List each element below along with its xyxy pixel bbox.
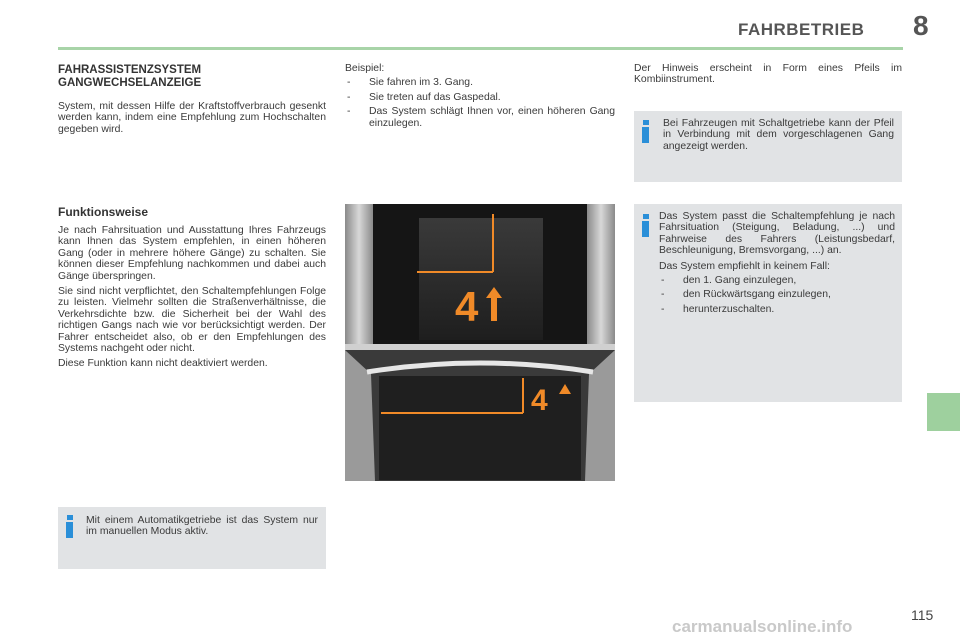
- example-steps: [345, 77, 615, 129]
- hint-paragraph: Der Hinweis erscheint in Form eines Pfeils im Kombiinstrument.: [634, 63, 902, 86]
- functionality-paragraph-1: Je nach Fahrsituation und Ausstattung Ihres Fahrzeugs kann Ihnen das System empfehlen, in einen höheren Gang (oder in mehrere höhere Gänge) zu schalten. Sie können dieser Empfehlung nachkommen und dabei auch Gänge überspringen.: [58, 225, 326, 282]
- list-item: - Sie fahren im 3. Gang.: [347, 77, 473, 89]
- functionality-paragraph-2: Sie sind nicht verpflichtet, den Schaltempfehlungen Folge zu leisten. Vielmehr sollten die Straßenverhältnisse, die Verkehrsdichte bzw. die Sicherheit bei der Wahl des richtigen Gangs nach wie vor berücksichtigt werden. Der Fahrer entscheidet also, ob er den Empfehlungen des Systems nachgeht oder nicht.: [58, 286, 326, 355]
- note-automatic: [58, 507, 326, 569]
- note-manual-gearbox: [634, 111, 902, 182]
- note-adaptation-list: [659, 275, 895, 315]
- gear-indicator-top: 4: [455, 283, 479, 330]
- note-adaptation-text: [659, 211, 895, 315]
- list-item: - Sie treten auf das Gaspedal.: [347, 91, 501, 103]
- functionality-paragraph-3: Diese Funktion kann nicht deaktiviert werden.: [58, 358, 268, 370]
- note-manual-text: Bei Fahrzeugen mit Schaltgetriebe kann der Pfeil in Verbindung mit dem vorgeschlagenen Gang angezeigt werden.: [663, 118, 894, 152]
- example-block: [345, 63, 615, 129]
- page-number: 115: [911, 607, 934, 623]
- chapter-side-tab: [927, 393, 960, 431]
- instrument-cluster-photo: [345, 204, 615, 481]
- chapter-title: FAHRBETRIEB: [738, 20, 865, 39]
- note-adaptation-paragraph-2: Das System empfiehlt in keinem Fall:: [659, 260, 830, 272]
- section-title-line1: FAHRASSISTENZSYSTEM: [58, 64, 202, 76]
- list-item: - Das System schlägt Ihnen vor, einen höheren Gang einzulegen.: [347, 106, 615, 129]
- info-icon: [66, 515, 78, 539]
- header-rule: [58, 47, 903, 50]
- watermark: carmanualsonline.info: [672, 617, 853, 636]
- section-heading: [58, 64, 326, 89]
- intro-paragraph: System, mit dessen Hilfe der Kraftstoffverbrauch gesenkt werden kann, indem eine Empfehlung zum Hochschalten gegeben wird.: [58, 101, 326, 135]
- functionality-block: [58, 225, 326, 370]
- list-item: - den 1. Gang einzulegen,: [661, 275, 797, 287]
- list-item: - herunterzuschalten.: [661, 303, 775, 315]
- example-label: Beispiel:: [345, 63, 385, 74]
- chapter-number: 8: [913, 10, 929, 41]
- subsection-title: [58, 205, 326, 219]
- note-adaptation-paragraph-1: Das System passt die Schaltempfehlung je nach Fahrsituation (Steigung, Beladung, ...) und Fahrweise des Fahrers (Leistungsbedarf, Beschleunigung, Bremsvorgang, ...) an.: [659, 211, 895, 257]
- section-title-line2: GANGWECHSELANZEIGE: [58, 76, 202, 89]
- note-automatic-text: Mit einem Automatikgetriebe ist das System nur im manuellen Modus aktiv.: [86, 515, 318, 538]
- info-icon: [642, 214, 654, 238]
- subsection-title-text: Funktionsweise: [58, 205, 149, 219]
- hint-block: [634, 63, 902, 86]
- upshift-arrow-top: [491, 296, 497, 321]
- note-adaptation: [634, 204, 902, 402]
- info-icon: [642, 120, 654, 144]
- intro-block: [58, 101, 326, 135]
- list-item: - den Rückwärtsgang einzulegen,: [661, 289, 831, 301]
- gear-indicator-bottom: 4: [531, 384, 548, 417]
